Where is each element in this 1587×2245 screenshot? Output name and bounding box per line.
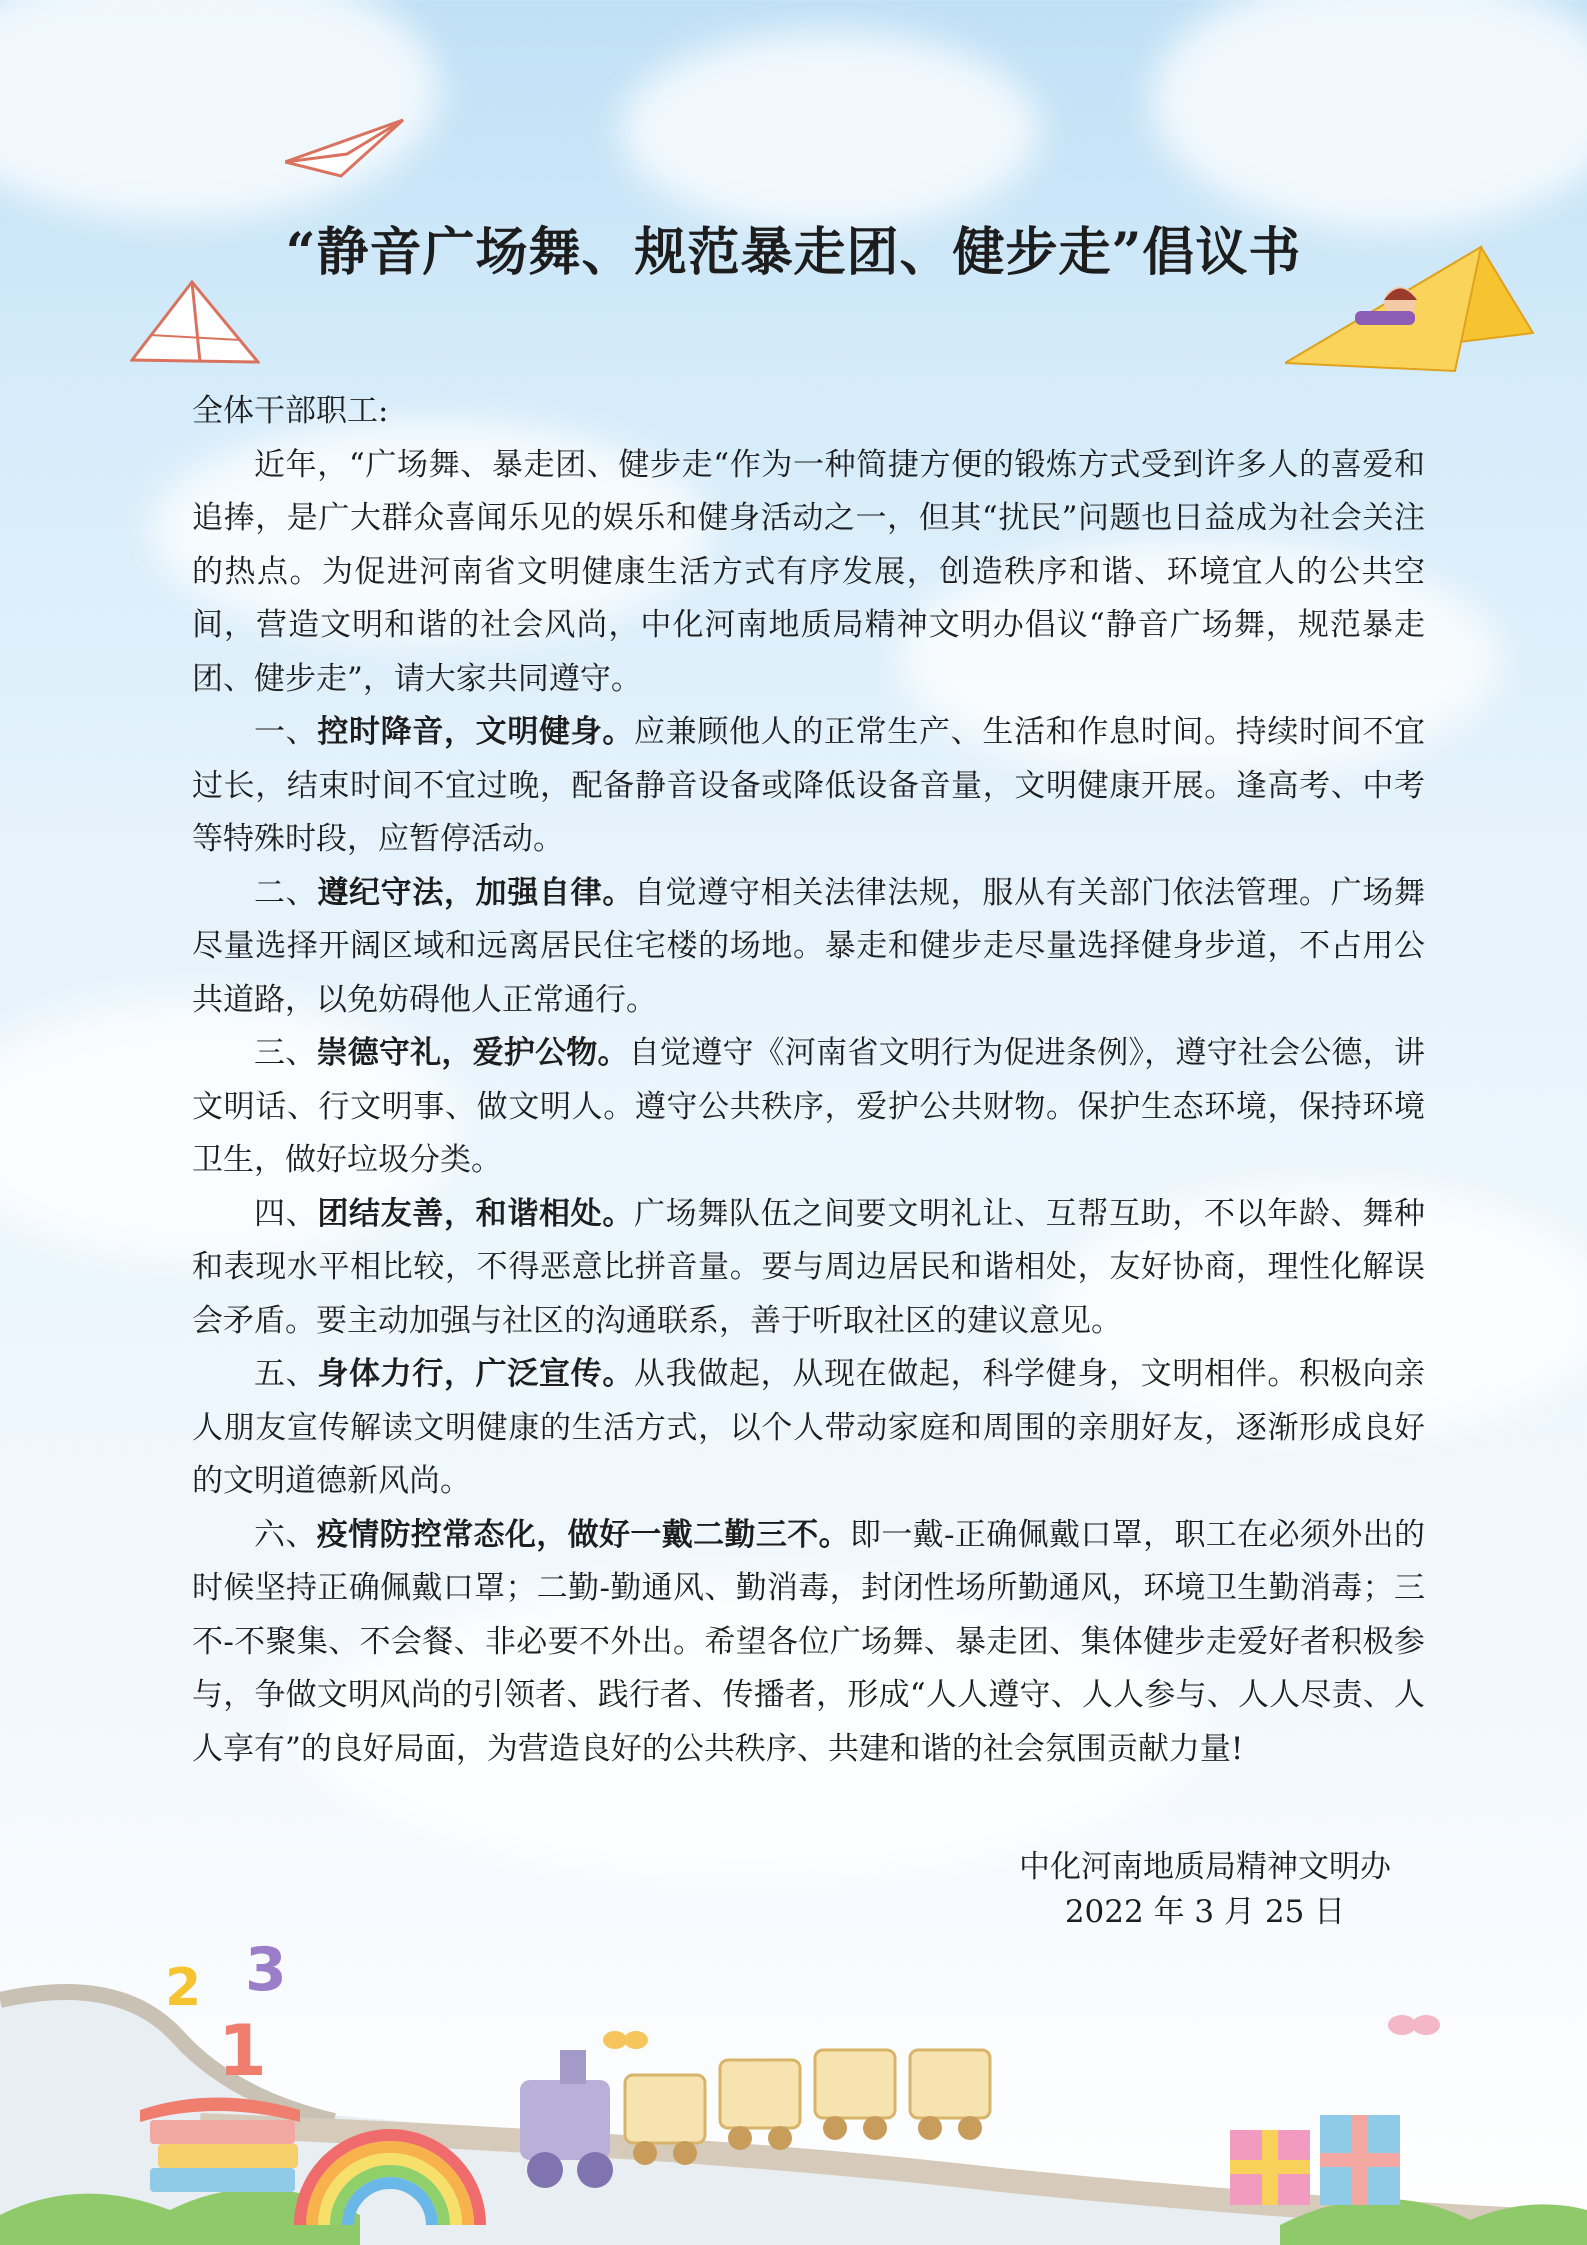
proposal-item: 五、身体力行，广泛宣传。从我做起，从现在做起，科学健身，文明相伴。积极向亲人朋友宣传解读文明健康的生活方式，以个人带动家庭和周围的亲朋好友，逐渐形成良好的文明道德新风尚。 bbox=[192, 1356, 1426, 1499]
proposal-item: 二、遵纪守法，加强自律。自觉遵守相关法律法规，服从有关部门依法管理。广场舞尽量选择开阔区域和远离居民住宅楼的场地。暴走和健步走尽量选择健身步道，不占用公共道路，以免妨碍他人正常通行。 bbox=[192, 874, 1426, 1018]
number-one-decoration: 1 bbox=[218, 2010, 267, 2092]
butterfly-icon bbox=[1388, 2015, 1440, 2035]
signature-block bbox=[980, 1845, 1430, 1935]
document-body bbox=[192, 385, 1425, 1776]
paper-plane-icon bbox=[285, 118, 405, 178]
proposal-heading: 控时降音，文明健身。 bbox=[317, 714, 635, 750]
proposal-heading: 身体力行，广泛宣传。 bbox=[317, 1356, 635, 1392]
proposal-item: 一、控时降音，文明健身。应兼顾他人的正常生产、生活和作息时间。持续时间不宜过长，结束时间不宜过晚，配备静音设备或降低设备音量，文明健康开展。逢高考、中考等特殊时段，应暂停活动。 bbox=[192, 714, 1426, 857]
bottom-illustration bbox=[0, 1925, 1587, 2245]
proposal-item: 三、崇德守礼，爱护公物。自觉遵守《河南省文明行为促进条例》，遵守社会公德，讲文明话、行文明事、做文明人。遵守公共秩序，爱护公共财物。保护生态环境，保持环境卫生，做好垃圾分类。 bbox=[192, 1035, 1426, 1178]
proposal-heading: 崇德守礼，爱护公物。 bbox=[316, 1035, 629, 1071]
butterfly-icon bbox=[603, 2031, 648, 2049]
proposal-heading: 团结友善，和谐相处。 bbox=[317, 1195, 635, 1232]
number-three-decoration: 3 bbox=[245, 1935, 287, 2005]
proposal-heading: 遵纪守法，加强自律。 bbox=[317, 874, 635, 911]
signature-org: 中化河南地质局精神文明办 bbox=[1019, 1849, 1391, 1885]
paper-plane-icon bbox=[130, 280, 260, 365]
gift-box-icon bbox=[1230, 2115, 1400, 2205]
intro-paragraph: 近年，“广场舞、暴走团、健步走“作为一种简捷方便的锻炼方式受到许多人的喜爱和追捧，是广大群众喜闻乐见的娱乐和健身活动之一，但其“扰民”问题也日益成为社会关注的热点。为促进河南省文明健康生活方式有序发展，创造秩序和谐、环境宜人的公共空间，营造文明和谐的社会风尚，中化河南地质局精神文明办倡议“静音广场舞，规范暴走团、健步走”，请大家共同遵守。 bbox=[192, 446, 1425, 697]
cloud bbox=[620, 30, 1040, 230]
signature-date: 2022 年 3 月 25 日 bbox=[1064, 1894, 1346, 1930]
number-two-decoration: 2 bbox=[165, 1958, 202, 2018]
salutation: 全体干部职工: bbox=[192, 393, 389, 429]
proposal-item: 六、疫情防控常态化，做好一戴二勤三不。即一戴-正确佩戴口罩，职工在必须外出的时候坚持正确佩戴口罩；二勤-勤通风、勤消毒，封闭性场所勤通风，环境卫生勤消毒；三不-不聚集、不会餐、非必要不外出。希望各位广场舞、暴走团、集体健步走爱好者积极参与，争做文明风尚的引领者、践行者、传播者，形成“人人遵守、人人参与、人人尽责、人人享有”的良好局面，为营造良好的公共秩序、共建和谐的社会氛围贡献力量! bbox=[192, 1516, 1426, 1767]
proposal-heading: 疫情防控常态化，做好一戴二勤三不。 bbox=[316, 1516, 850, 1553]
page-title: “静音广场舞、规范暴走团、健步走”倡议书 bbox=[285, 222, 1302, 283]
cloud bbox=[1150, 0, 1587, 230]
cloud bbox=[0, 0, 440, 220]
proposal-item: 四、团结友善，和谐相处。广场舞队伍之间要文明礼让、互帮互助，不以年龄、舞种和表现水平相比较，不得恶意比拼音量。要与周边居民和谐相处，友好协商，理性化解误会矛盾。要主动加强与社区的沟通联系，善于听取社区的建议意见。 bbox=[192, 1195, 1426, 1339]
